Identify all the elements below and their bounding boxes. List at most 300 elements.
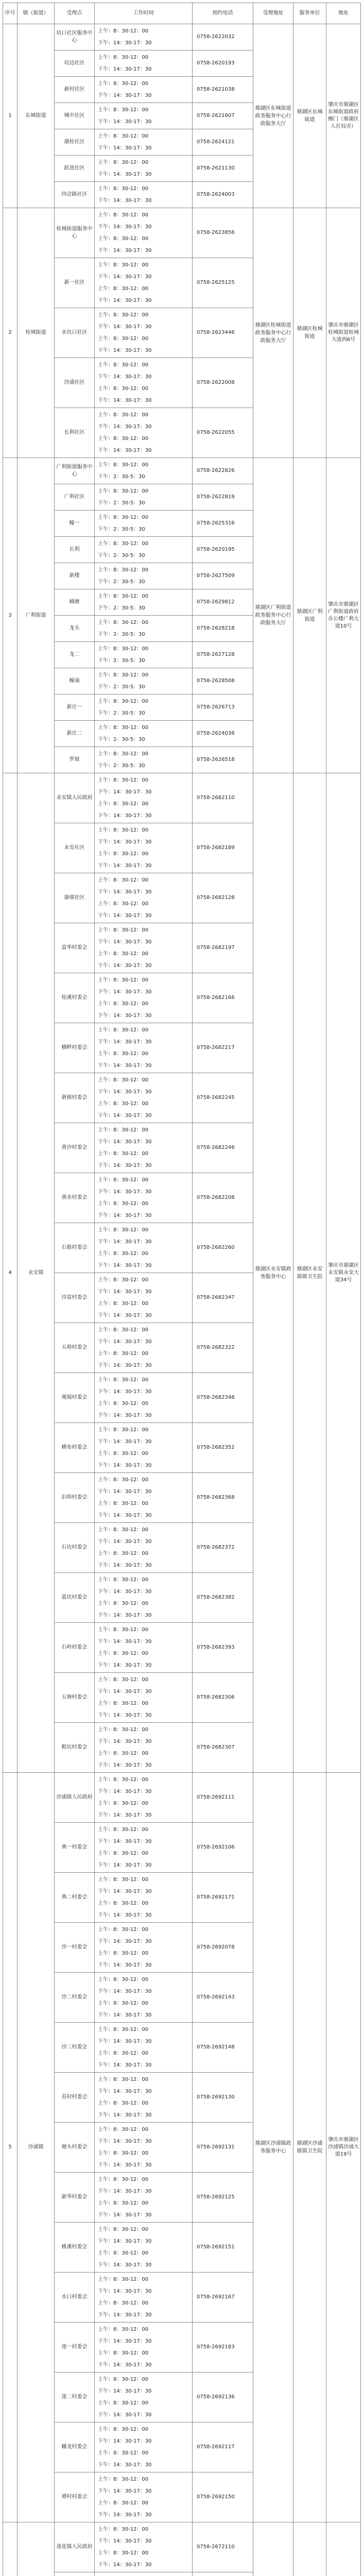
hours-line: 上午：8：30-12：00 (98, 1551, 149, 1556)
site-name: 莲二村委会 (55, 2372, 95, 2422)
site-name: 水口村委会 (55, 2273, 95, 2323)
site-name: 新庄一 (55, 694, 95, 721)
hours-line: 上午：8：30-12：00 (98, 2327, 149, 2332)
phone-number: 0758-2622032 (193, 24, 253, 50)
phone-number: 0758-2625125 (193, 258, 253, 308)
hours-line: 下午：14：30-17：30 (98, 2062, 152, 2068)
hours-line: 上午：8：30-12：00 (98, 1951, 149, 1956)
site-name: 莲一村委会 (55, 2323, 95, 2372)
hours-line: 上午：8：30-12：00 (98, 951, 149, 957)
hours-line: 上午：8：30-12：00 (98, 725, 149, 731)
hours-line: 上午：8：30-12：00 (98, 1927, 149, 1933)
phone-number: 0758-2682128 (193, 873, 253, 923)
hours-line: 下午：14：30-17：30 (98, 963, 152, 969)
hours-line: 下午：14：30-17：30 (98, 1289, 152, 1295)
hours-line: 下午：14：30-17：30 (98, 224, 152, 230)
hours-line: 下午：14：30-17：30 (98, 863, 152, 869)
section-town (18, 2522, 55, 2576)
hours-line: 上午：8：30-12：00 (98, 1651, 149, 1656)
table-row (3, 24, 361, 50)
site-name: 富华村委会 (55, 923, 95, 973)
hours-line: 上午：8：30-12：00 (98, 186, 149, 192)
hours-cell (95, 2422, 193, 2472)
hours-line: 下午：14：30-17：30 (98, 939, 152, 945)
phone-number: 0758-2692078 (193, 1923, 253, 1973)
hours-line: 上午：8：30-12：00 (98, 2150, 149, 2156)
hours-line: 上午：8：30-12：00 (98, 2277, 149, 2282)
hours-line: 下午：2：30-5：30 (98, 763, 145, 769)
site-name: 新榕村委会 (55, 1073, 95, 1123)
phone-number: 0758-2692171 (193, 1873, 253, 1923)
hours-line: 上午：8：30-12：00 (98, 2450, 149, 2456)
hours-line: 上午：8：30-12：00 (98, 2127, 149, 2132)
header-service: 服务单位 (293, 3, 326, 24)
section-seq: 5 (3, 1773, 18, 2522)
phone-number: 0758-2692111 (193, 1773, 253, 1823)
hours-line: 下午：14：30-17：30 (98, 1439, 152, 1445)
hours-line: 下午：14：30-17：30 (98, 1489, 152, 1495)
hours-line: 下午：14：30-17：30 (98, 1939, 152, 1944)
hours-line: 下午：14：30-17：30 (98, 2488, 152, 2494)
phone-number: 0758-2682348 (193, 1373, 253, 1423)
hours-line: 上午：8：30-12：00 (98, 262, 149, 268)
hours-line: 下午：14：30-17：30 (98, 1139, 152, 1145)
phone-number: 0758-2623446 (193, 308, 253, 358)
hours-line: 下午：14：30-17：30 (98, 813, 152, 819)
hours-line: 上午：8：30-12：00 (98, 1027, 149, 1033)
hours-line: 上午：8：30-12：00 (98, 1477, 149, 1483)
site-name: 五塘村委会 (55, 1673, 95, 1723)
phone-number: 0758-2692117 (193, 2422, 253, 2472)
site-name: 蟠龙村委会 (55, 2422, 95, 2472)
site-name: 蓝坑村委会 (55, 1573, 95, 1623)
site-name: 桂城街道服务中心 (55, 208, 95, 258)
hours-line: 下午：14：30-17：30 (98, 398, 152, 403)
hours-cell (95, 694, 193, 721)
hours-cell (95, 24, 193, 50)
hours-line: 上午：8：30-12：00 (98, 541, 149, 547)
hours-line: 上午：8：30-12：00 (98, 2377, 149, 2382)
hours-cell (95, 156, 193, 182)
hours-line: 下午：14：30-17：30 (98, 789, 152, 795)
hours-line: 下午：2：30-5：30 (98, 579, 145, 585)
hours-cell (95, 1723, 193, 1773)
hours-cell (95, 1073, 193, 1123)
hours-cell (95, 358, 193, 408)
hours-line: 下午：14：30-17：30 (98, 1962, 152, 1968)
table-body (3, 24, 361, 2576)
hours-line: 上午：8：30-12：00 (98, 362, 149, 368)
site-name: 新华村委会 (55, 2173, 95, 2223)
hours-line: 上午：8：30-12：00 (98, 2527, 149, 2532)
phone-number: 0758-2622055 (193, 408, 253, 458)
section-location: 肇庆市鼎湖区桂城街道桂城大道西6号 (326, 208, 361, 458)
hours-line: 上午：8：30-12：00 (98, 160, 149, 165)
hours-line: 下午：2：30-5：30 (98, 500, 145, 506)
hours-line: 上午：8：30-12：00 (98, 1901, 149, 1906)
phone-number: 0758-2626713 (193, 694, 253, 721)
phone-number (193, 2572, 253, 2576)
hours-line: 下午：14：30-17：30 (98, 1912, 152, 1918)
hours-line: 上午：8：30-12：00 (98, 2300, 149, 2306)
table-row (3, 458, 361, 484)
phone-number: 0758-2621130 (193, 156, 253, 182)
hours-cell (95, 721, 193, 747)
phone-number: 0758-2622819 (193, 484, 253, 511)
hours-line: 下午：14：30-17：30 (98, 324, 152, 330)
hours-line: 上午：8：30-12：00 (98, 1627, 149, 1633)
hours-line: 下午：14：30-17：30 (98, 1889, 152, 1894)
site-name: 旧埠村委会 (55, 1473, 95, 1523)
site-name: 沙浦社区 (55, 358, 95, 408)
hours-cell (95, 2273, 193, 2323)
hours-line: 上午：8：30-12：00 (98, 1977, 149, 1982)
hours-line: 下午：14：30-17：30 (98, 1339, 152, 1345)
header-seq: 序号 (3, 3, 18, 24)
hours-line: 上午：8：30-12：00 (98, 1351, 149, 1357)
hours-line: 上午：8：30-12：00 (98, 1277, 149, 1283)
site-name: 永安镇人民政府 (55, 773, 95, 823)
site-name: 水坑口社区 (55, 308, 95, 358)
hours-line: 上午：8：30-12：00 (98, 1251, 149, 1257)
hours-line: 上午：8：30-12：00 (98, 212, 149, 218)
section-location (326, 2522, 361, 2576)
hours-line: 下午：2：30-5：30 (98, 553, 145, 558)
hours-line: 下午：14：30-17：30 (98, 1739, 152, 1744)
phone-number: 0758-2682306 (193, 1673, 253, 1723)
hours-cell (95, 50, 193, 77)
hours-line: 下午：14：30-17：30 (98, 2362, 152, 2368)
phone-number: 0758-2620195 (193, 537, 253, 563)
hours-line: 上午：8：30-12：00 (98, 1451, 149, 1456)
hours-line: 下午：14：30-17：30 (98, 1589, 152, 1595)
section-address: 鼎湖区东城街道政务服务中心行政服务大厅 (253, 24, 293, 208)
hours-line: 上午：8：30-12：00 (98, 2200, 149, 2206)
hours-cell (95, 2173, 193, 2223)
phone-number: 0758-2627509 (193, 563, 253, 589)
hours-line: 下午：14：30-17：30 (98, 2089, 152, 2094)
table-row (3, 2522, 361, 2572)
section-seq: 3 (3, 458, 18, 773)
hours-cell (95, 1673, 193, 1723)
hours-line: 下午：14：30-17：30 (98, 989, 152, 995)
hours-line: 上午：8：30-12：00 (98, 55, 149, 60)
site-name: 塘头村委会 (55, 2123, 95, 2173)
site-name: 新村社区 (55, 77, 95, 103)
phone-number: 0758-2692131 (193, 2123, 253, 2173)
hours-line: 下午：14：30-17：30 (98, 839, 152, 845)
phone-number: 0758-2622008 (193, 358, 253, 408)
site-name (55, 2572, 95, 2576)
hours-line: 上午：8：30-12：00 (98, 699, 149, 704)
hours-cell (95, 208, 193, 258)
hours-line: 下午：2：30-5：30 (98, 474, 145, 480)
hours-line: 下午：14：30-17：30 (98, 889, 152, 895)
hours-line: 上午：8：30-12：00 (98, 488, 149, 494)
hours-line: 上午：8：30-12：00 (98, 2227, 149, 2232)
hours-cell (95, 2223, 193, 2273)
section-town: 桂城街道 (18, 208, 55, 458)
site-name: 典二村委会 (55, 1873, 95, 1923)
hours-line: 上午：8：30-12：00 (98, 312, 149, 318)
hours-line: 上午：8：30-12：00 (98, 777, 149, 783)
hours-line: 下午：14：30-17：30 (98, 1389, 152, 1395)
hours-line: 下午：14：30-17：30 (98, 1189, 152, 1195)
hours-cell (95, 2323, 193, 2372)
hours-line: 下午：14：30-17：30 (98, 1263, 152, 1268)
hours-line: 上午：8：30-12：00 (98, 672, 149, 678)
phone-number: 0758-2628508 (193, 668, 253, 694)
hours-line: 下午：14：30-17：30 (98, 2112, 152, 2118)
hours-line: 下午：14：30-17：30 (98, 2388, 152, 2394)
hours-line: 下午：14：30-17：30 (98, 1789, 152, 1794)
phone-number: 0758-2682208 (193, 1173, 253, 1223)
hours-cell (95, 1023, 193, 1073)
site-name: 广利社区 (55, 484, 95, 511)
hours-line: 上午：8：30-12：00 (98, 1701, 149, 1706)
phone-number: 0758-2682352 (193, 1423, 253, 1473)
phone-number: 0758-2692130 (193, 2073, 253, 2123)
section-service: 鼎湖区桂城街道 (293, 208, 326, 458)
hours-line: 下午：14：30-17：30 (98, 1539, 152, 1545)
table-row (3, 1773, 361, 1823)
hours-line: 上午：8：30-12：00 (98, 1577, 149, 1583)
hours-cell (95, 511, 193, 537)
hours-line: 上午：8：30-12：00 (98, 236, 149, 242)
hours-line: 下午：14：30-17：30 (98, 1663, 152, 1668)
hours-cell (95, 308, 193, 358)
phone-number: 0758-2621607 (193, 103, 253, 129)
hours-line: 下午：14：30-17：30 (98, 1689, 152, 1694)
site-name: 横布村委会 (55, 1423, 95, 1473)
phone-number: 0758-2682372 (193, 1523, 253, 1573)
hours-line: 上午：8：30-12：00 (98, 2400, 149, 2406)
hours-line: 上午：8：30-12：00 (98, 412, 149, 418)
hours-cell (95, 823, 193, 873)
hours-line: 上午：8：30-12：00 (98, 2550, 149, 2556)
hours-line: 下午：2：30-5：30 (98, 605, 145, 611)
section-seq: 4 (3, 773, 18, 1773)
hours-line: 上午：8：30-12：00 (98, 107, 149, 113)
hours-cell (95, 747, 193, 773)
hours-cell (95, 1323, 193, 1373)
hours-line: 上午：8：30-12：00 (98, 1777, 149, 1783)
hours-cell (95, 2572, 193, 2576)
hours-cell (95, 973, 193, 1023)
phone-number: 0758-2682197 (193, 923, 253, 973)
hours-line: 下午：14：30-17：30 (98, 1313, 152, 1318)
hours-line: 下午：14：30-17：30 (98, 2538, 152, 2544)
hours-cell (95, 616, 193, 642)
section-seq: 1 (3, 24, 18, 208)
hours-line: 上午：8：30-12：00 (98, 2100, 149, 2106)
hours-line: 上午：8：30-12：00 (98, 2250, 149, 2256)
section-address: 鼎湖区桂城街道政务服务中心行政服务大厅 (253, 208, 293, 458)
site-name: 桂溪村委会 (55, 973, 95, 1023)
hours-line: 下午：14：30-17：30 (98, 348, 152, 353)
hours-cell (95, 484, 193, 511)
hours-line: 下午：14：30-17：30 (98, 2412, 152, 2418)
site-name: 谭村村委会 (55, 2472, 95, 2522)
site-name: 新庄二 (55, 721, 95, 747)
hours-cell (95, 2472, 193, 2522)
section-service: 鼎湖区广利街道 (293, 458, 326, 773)
hours-cell (95, 1873, 193, 1923)
hours-line: 上午：8：30-12：00 (98, 286, 149, 292)
hours-cell (95, 1173, 193, 1223)
hours-line: 下午：14：30-17：30 (98, 1089, 152, 1095)
hours-line: 上午：8：30-12：00 (98, 2177, 149, 2182)
hours-line: 下午：2：30-5：30 (98, 658, 145, 664)
phone-number: 0758-2629812 (193, 589, 253, 616)
hours-line: 下午：14：30-17：30 (98, 2262, 152, 2268)
table-row (3, 773, 361, 823)
phone-number: 0758-2624038 (193, 721, 253, 747)
header-town: 镇（街道） (18, 3, 55, 24)
site-name: 沙一村委会 (55, 1923, 95, 1973)
hours-line: 下午：2：30-5：30 (98, 684, 145, 690)
hours-line: 上午：8：30-12：00 (98, 2001, 149, 2006)
hours-line: 下午：14：30-17：30 (98, 1513, 152, 1518)
site-name: 观瑞村委会 (55, 1373, 95, 1423)
phone-number: 0758-2682166 (193, 973, 253, 1023)
hours-line: 下午：14：30-17：30 (98, 2438, 152, 2444)
hours-line: 下午：14：30-17：30 (98, 1363, 152, 1368)
hours-cell (95, 2023, 193, 2073)
header-hours: 工作时间 (95, 3, 193, 24)
site-name: 石船村委会 (55, 1223, 95, 1273)
hours-line: 上午：8：30-12：00 (98, 1601, 149, 1606)
hours-line: 上午：8：30-12：00 (98, 1877, 149, 1883)
hours-line: 上午：8：30-12：00 (98, 2027, 149, 2032)
hours-cell (95, 642, 193, 668)
phone-number: 0758-2682217 (193, 1023, 253, 1073)
hours-cell (95, 2372, 193, 2422)
header-site: 受理点 (55, 3, 95, 24)
hours-line: 上午：8：30-12：00 (98, 827, 149, 833)
hours-line: 上午：8：30-12：00 (98, 646, 149, 652)
site-name: 石岭村委会 (55, 1623, 95, 1673)
hours-cell (95, 589, 193, 616)
section-service: 鼎湖区永安镇镇卫生院 (293, 773, 326, 1773)
hours-line: 下午：14：30-17：30 (98, 1213, 152, 1218)
section-location: 肇庆市鼎湖区广利街道政府办公楼广利大道10号 (326, 458, 361, 773)
hours-cell (95, 668, 193, 694)
site-name: 横畔村委会 (55, 1023, 95, 1073)
site-name: 黄水村委会 (55, 1173, 95, 1223)
site-name: 新一社区 (55, 258, 95, 308)
phone-number: 0758-2621038 (193, 77, 253, 103)
phone-number: 0758-2627128 (193, 642, 253, 668)
phone-number: 0758-2624003 (193, 182, 253, 208)
hours-line: 上午：8：30-12：00 (98, 515, 149, 520)
phone-number: 0758-2624121 (193, 129, 253, 156)
hours-line: 下午：14：30-17：30 (98, 1063, 152, 1069)
phone-number: 0758-2623856 (193, 208, 253, 258)
hours-cell (95, 2522, 193, 2572)
hours-line: 下午：14：30-17：30 (98, 1463, 152, 1468)
hours-line: 上午：8：30-12：00 (98, 2077, 149, 2082)
hours-line: 上午：8：30-12：00 (98, 2350, 149, 2356)
section-seq (3, 2522, 18, 2576)
phone-number: 0758-2682382 (193, 1573, 253, 1623)
section-service: 鼎湖区沙浦镇镇卫生院 (293, 1773, 326, 2522)
hours-line: 下午：14：30-17：30 (98, 145, 152, 151)
section-location: 肇庆市鼎湖区东城街道政府侧门（鼎湖区人社局旁） (326, 24, 361, 208)
phone-number: 0758-2692136 (193, 2372, 253, 2422)
hours-cell (95, 923, 193, 973)
hours-line: 下午：14：30-17：30 (98, 2039, 152, 2044)
hours-line: 上午：8：30-12：00 (98, 1727, 149, 1733)
hours-line: 下午：14：30-17：30 (98, 424, 152, 430)
header-phone: 预约电话 (193, 3, 253, 24)
hours-line: 下午：14：30-17：30 (98, 1713, 152, 1718)
hours-line: 下午：14：30-17：30 (98, 1639, 152, 1645)
hours-cell (95, 537, 193, 563)
phone-number: 0758-2682347 (193, 1273, 253, 1323)
hours-line: 上午：8：30-12：00 (98, 1151, 149, 1157)
section-address: 鼎湖区永安镇政务服务中心 (253, 773, 293, 1773)
hours-cell (95, 2073, 193, 2123)
hours-line: 下午：2：30-5：30 (98, 527, 145, 532)
hours-cell (95, 182, 193, 208)
hours-cell (95, 77, 193, 103)
site-name: 四会路社区 (55, 182, 95, 208)
hours-line: 上午：8：30-12：00 (98, 1827, 149, 1833)
site-name: 长利 (55, 537, 95, 563)
hours-line: 下午：14：30-17：30 (98, 2162, 152, 2168)
hours-line: 下午：14：30-17：30 (98, 2139, 152, 2144)
hours-line: 上午：8：30-12：00 (98, 1401, 149, 1406)
hours-line: 上午：8：30-12：00 (98, 567, 149, 573)
site-name: 沙二村委会 (55, 1973, 95, 2023)
hours-line: 上午：8：30-12：00 (98, 2500, 149, 2506)
hours-line: 上午：8：30-12：00 (98, 620, 149, 625)
hours-cell (95, 1973, 193, 2023)
hours-cell (95, 1423, 193, 1473)
hours-line: 上午：8：30-12：00 (98, 1751, 149, 1756)
service-sites-sheet (0, 3, 363, 2576)
hours-line: 上午：8：30-12：00 (98, 851, 149, 857)
hours-cell (95, 1373, 193, 1423)
hours-line: 上午：8：30-12：00 (98, 1177, 149, 1183)
hours-cell (95, 1473, 193, 1523)
hours-cell (95, 408, 193, 458)
hours-cell (95, 2123, 193, 2173)
phone-number: 0758-2692183 (193, 2323, 253, 2372)
site-name: 永安社区 (55, 823, 95, 873)
hours-line: 下午：14：30-17：30 (98, 2512, 152, 2518)
hours-line: 下午：14：30-17：30 (98, 2462, 152, 2468)
phone-number: 0758-2626518 (193, 747, 253, 773)
hours-line: 上午：8：30-12：00 (98, 1227, 149, 1233)
hours-line: 下午：14：30-17：30 (98, 1163, 152, 1168)
hours-line: 上午：8：30-12：00 (98, 1077, 149, 1083)
hours-line: 下午：14：30-17：30 (98, 374, 152, 380)
site-name: 沙浦镇人民政府 (55, 1773, 95, 1823)
hours-line: 上午：8：30-12：00 (98, 1677, 149, 1683)
phone-number: 0758-2628218 (193, 616, 253, 642)
section-town: 永安镇 (18, 773, 55, 1773)
hours-cell (95, 129, 193, 156)
hours-line: 下午：14：30-17：30 (98, 274, 152, 280)
phone-number: 0758-2692148 (193, 2023, 253, 2073)
site-name: 龙二 (55, 642, 95, 668)
hours-line: 下午：14：30-17：30 (98, 2338, 152, 2344)
hours-line: 下午：14：30-17：30 (98, 1989, 152, 1994)
hours-cell (95, 873, 193, 923)
hours-line: 上午：8：30-12：00 (98, 28, 149, 34)
